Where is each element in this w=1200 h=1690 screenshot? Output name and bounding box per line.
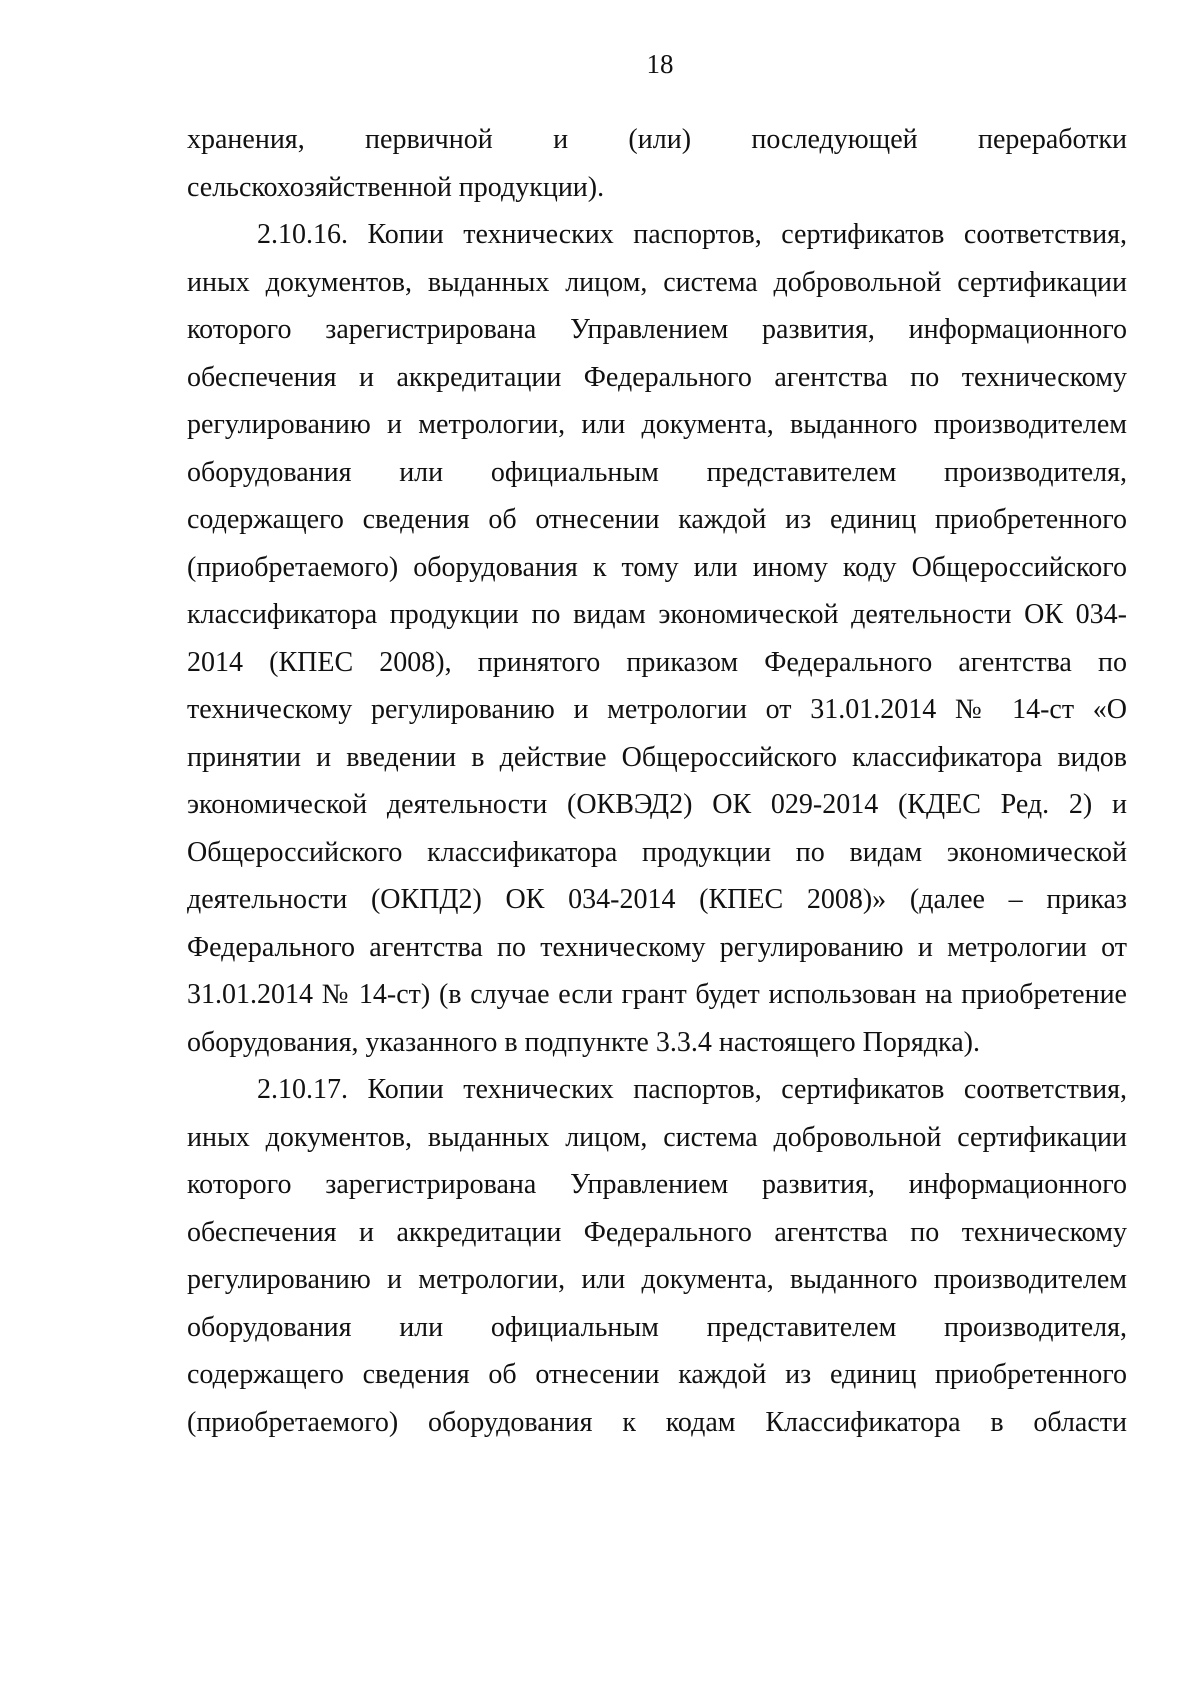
- paragraph-clause-2-10-16: 2.10.16. Копии технических паспортов, сертификатов соответствия, иных документов, выданных лицом, система добровольной сертификации которого зарегистрирована Управлением развития, информационного обеспечения и аккредитации Федерального агентства по техническому регулированию и метрологии, или документа, выданного производителем оборудования или официальным представителем производителя, содержащего сведения об отнесении каждой из единиц приобретенного (приобретаемого) оборудования к тому или иному коду Общероссийского классификатора продукции по видам экономической деятельности ОК 034-2014 (КПЕС 2008), принятого приказом Федерального агентства по техническому регулированию и метрологии от 31.01.2014 № 14-ст «О принятии и введении в действие Общероссийского классификатора видов экономической деятельности (ОКВЭД2) ОК 029-2014 (КДЕС Ред. 2) и Общероссийского классификатора продукции по видам экономической деятельности (ОКПД2) ОК 034-2014 (КПЕС 2008)» (далее – приказ Федерального агентства по техническому регулированию и метрологии от 31.01.2014 № 14-ст) (в случае если грант будет использован на приобретение оборудования, указанного в подпункте 3.3.4 настоящего Порядка).: [187, 219, 1127, 1058]
- paragraph-continuation: хранения, первичной и (или) последующей переработки сельскохозяйственной продукции).: [187, 124, 1127, 203]
- document-body: [187, 116, 1127, 1446]
- page-number: 18: [646, 49, 674, 79]
- paragraph-clause-2-10-17: 2.10.17. Копии технических паспортов, сертификатов соответствия, иных документов, выданных лицом, система добровольной сертификации которого зарегистрирована Управлением развития, информационного обеспечения и аккредитации Федерального агентства по техническому регулированию и метрологии, или документа, выданного производителем оборудования или официальным представителем производителя, содержащего сведения об отнесении каждой из единиц приобретенного (приобретаемого) оборудования к кодам Классификатора в области: [187, 1074, 1127, 1438]
